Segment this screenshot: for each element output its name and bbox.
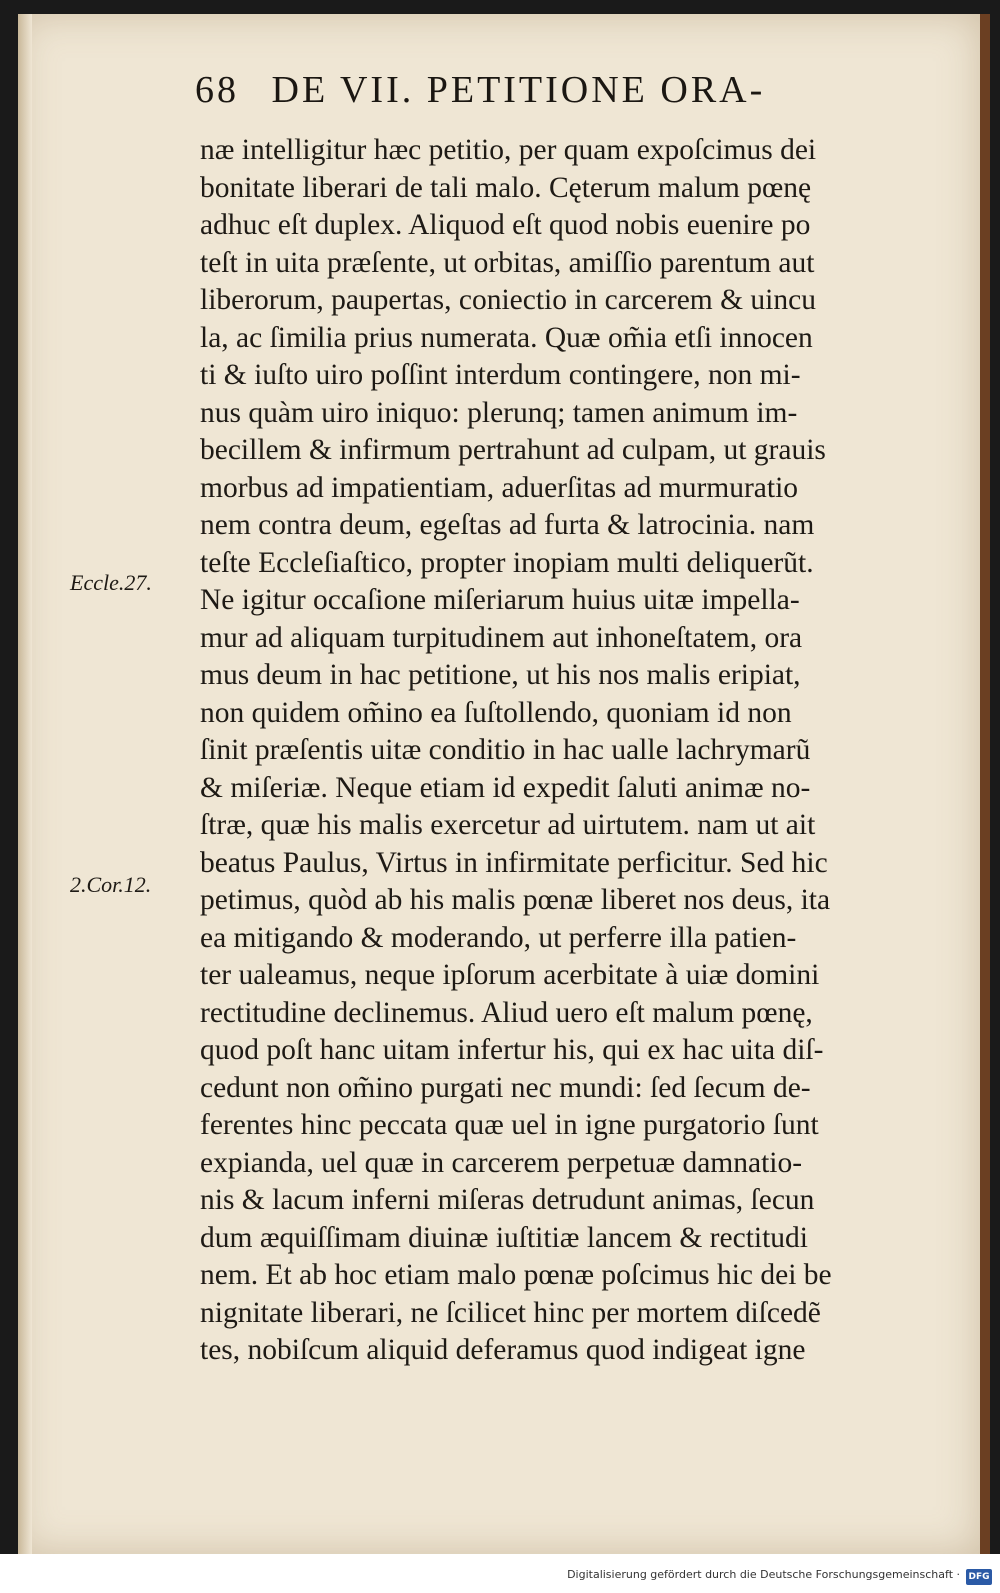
text-line: nignitate liberari, ne ſcilicet hinc per mortem diſcedẽ — [200, 1296, 821, 1329]
body-text — [200, 132, 940, 1370]
text-line: rectitudine declinemus. Aliud uero eſt malum pœnę, — [200, 996, 813, 1029]
text-line: nus quàm uiro iniquo: plerunq; tamen animum im- — [200, 396, 798, 429]
footer-bar — [0, 1554, 1000, 1593]
text-line: ti & iuſto uiro poſſint interdum contingere, non mi- — [200, 359, 801, 391]
text-line: liberorum, paupertas, coniectio in carcerem & uincu — [200, 284, 816, 316]
text-line: mus deum in hac petitione, ut his nos malis eripiat, — [200, 659, 801, 691]
text-line: quod poſt hanc uitam infertur his, qui ex hac uita diſ- — [200, 1034, 824, 1066]
text-line: cedunt non om̃ino purgati nec mundi: ſed ſecum de- — [200, 1071, 811, 1104]
text-line: ſinit præſentis uitæ conditio in hac ualle lachrymarũ — [200, 734, 811, 766]
text-line: ſtræ, quæ his malis exercetur ad uirtutem. nam ut ait — [200, 809, 816, 841]
text-line: expianda, uel quæ in carcerem perpetuæ damnatio- — [200, 1146, 803, 1179]
text-line: morbus ad impatientiam, aduerſitas ad murmuratio — [200, 471, 799, 504]
footer-credit: Digitalisierung gefördert durch die Deutsche Forschungsgemeinschaft · — [567, 1568, 960, 1581]
text-line: petimus, quòd ab his malis pœnæ liberet nos deus, ita — [200, 884, 831, 916]
text-line: & miſeriæ. Neque etiam id expedit ſaluti animæ no- — [200, 771, 811, 804]
text-line: ferentes hinc peccata quæ uel in igne purgatorio ſunt — [200, 1109, 819, 1141]
margin-note-eccle: Eccle.27. — [70, 570, 152, 595]
text-line: næ intelligitur hæc petitio, per quam expoſcimus dei — [200, 134, 817, 166]
margin-note-cor: 2.Cor.12. — [70, 872, 152, 897]
text-line: ter ualeamus, neque ipſorum acerbitate à uiæ domini — [200, 959, 820, 991]
text-line: nem contra deum, egeſtas ad furta & latrocinia. nam — [200, 509, 815, 541]
text-line: nem. Et ab hoc etiam malo pœnæ poſcimus hic dei be — [200, 1259, 832, 1291]
running-header — [195, 68, 895, 128]
text-line: becillem & infirmum pertrahunt ad culpam, ut grauis — [200, 434, 826, 466]
text-line: tes, nobiſcum aliquid deferamus quod indigeat igne — [200, 1334, 806, 1366]
page-gutter — [18, 14, 32, 1554]
text-line: teſt in uita præſente, ut orbitas, amiſſio parentum aut — [200, 246, 815, 279]
text-line: beatus Paulus, Virtus in infirmitate perficitur. Sed hic — [200, 846, 828, 879]
text-line: Ne igitur occaſione miſeriarum huius uitæ impella- — [200, 584, 800, 616]
text-line: non quidem om̃ino ea ſuſtollendo, quoniam id non — [200, 696, 792, 729]
page-number: 68 — [195, 69, 239, 111]
text-line: teſte Eccleſiaſtico, propter inopiam multi deliquerũt. — [200, 546, 814, 579]
text-line: mur ad aliquam turpitudinem aut inhoneſtatem, ora — [200, 621, 803, 654]
text-line: bonitate liberari de tali malo. Cęterum malum pœnę — [200, 171, 812, 204]
text-line: nis & lacum inferni miſeras detrudunt animas, ſecun — [200, 1184, 815, 1216]
text-line: dum æquiſſimam diuinæ iuſtitiæ lancem & rectitudi — [200, 1221, 808, 1254]
dfg-logo: DFG — [966, 1569, 992, 1585]
text-line: la, ac ſimilia prius numerata. Quæ om̃ia etſi innocen — [200, 321, 813, 354]
running-title: DE VII. PETITIONE ORA- — [271, 69, 766, 111]
text-line: adhuc eſt duplex. Aliquod eſt quod nobis euenire po — [200, 209, 811, 241]
text-line: ea mitigando & moderando, ut perferre illa patien- — [200, 921, 797, 954]
